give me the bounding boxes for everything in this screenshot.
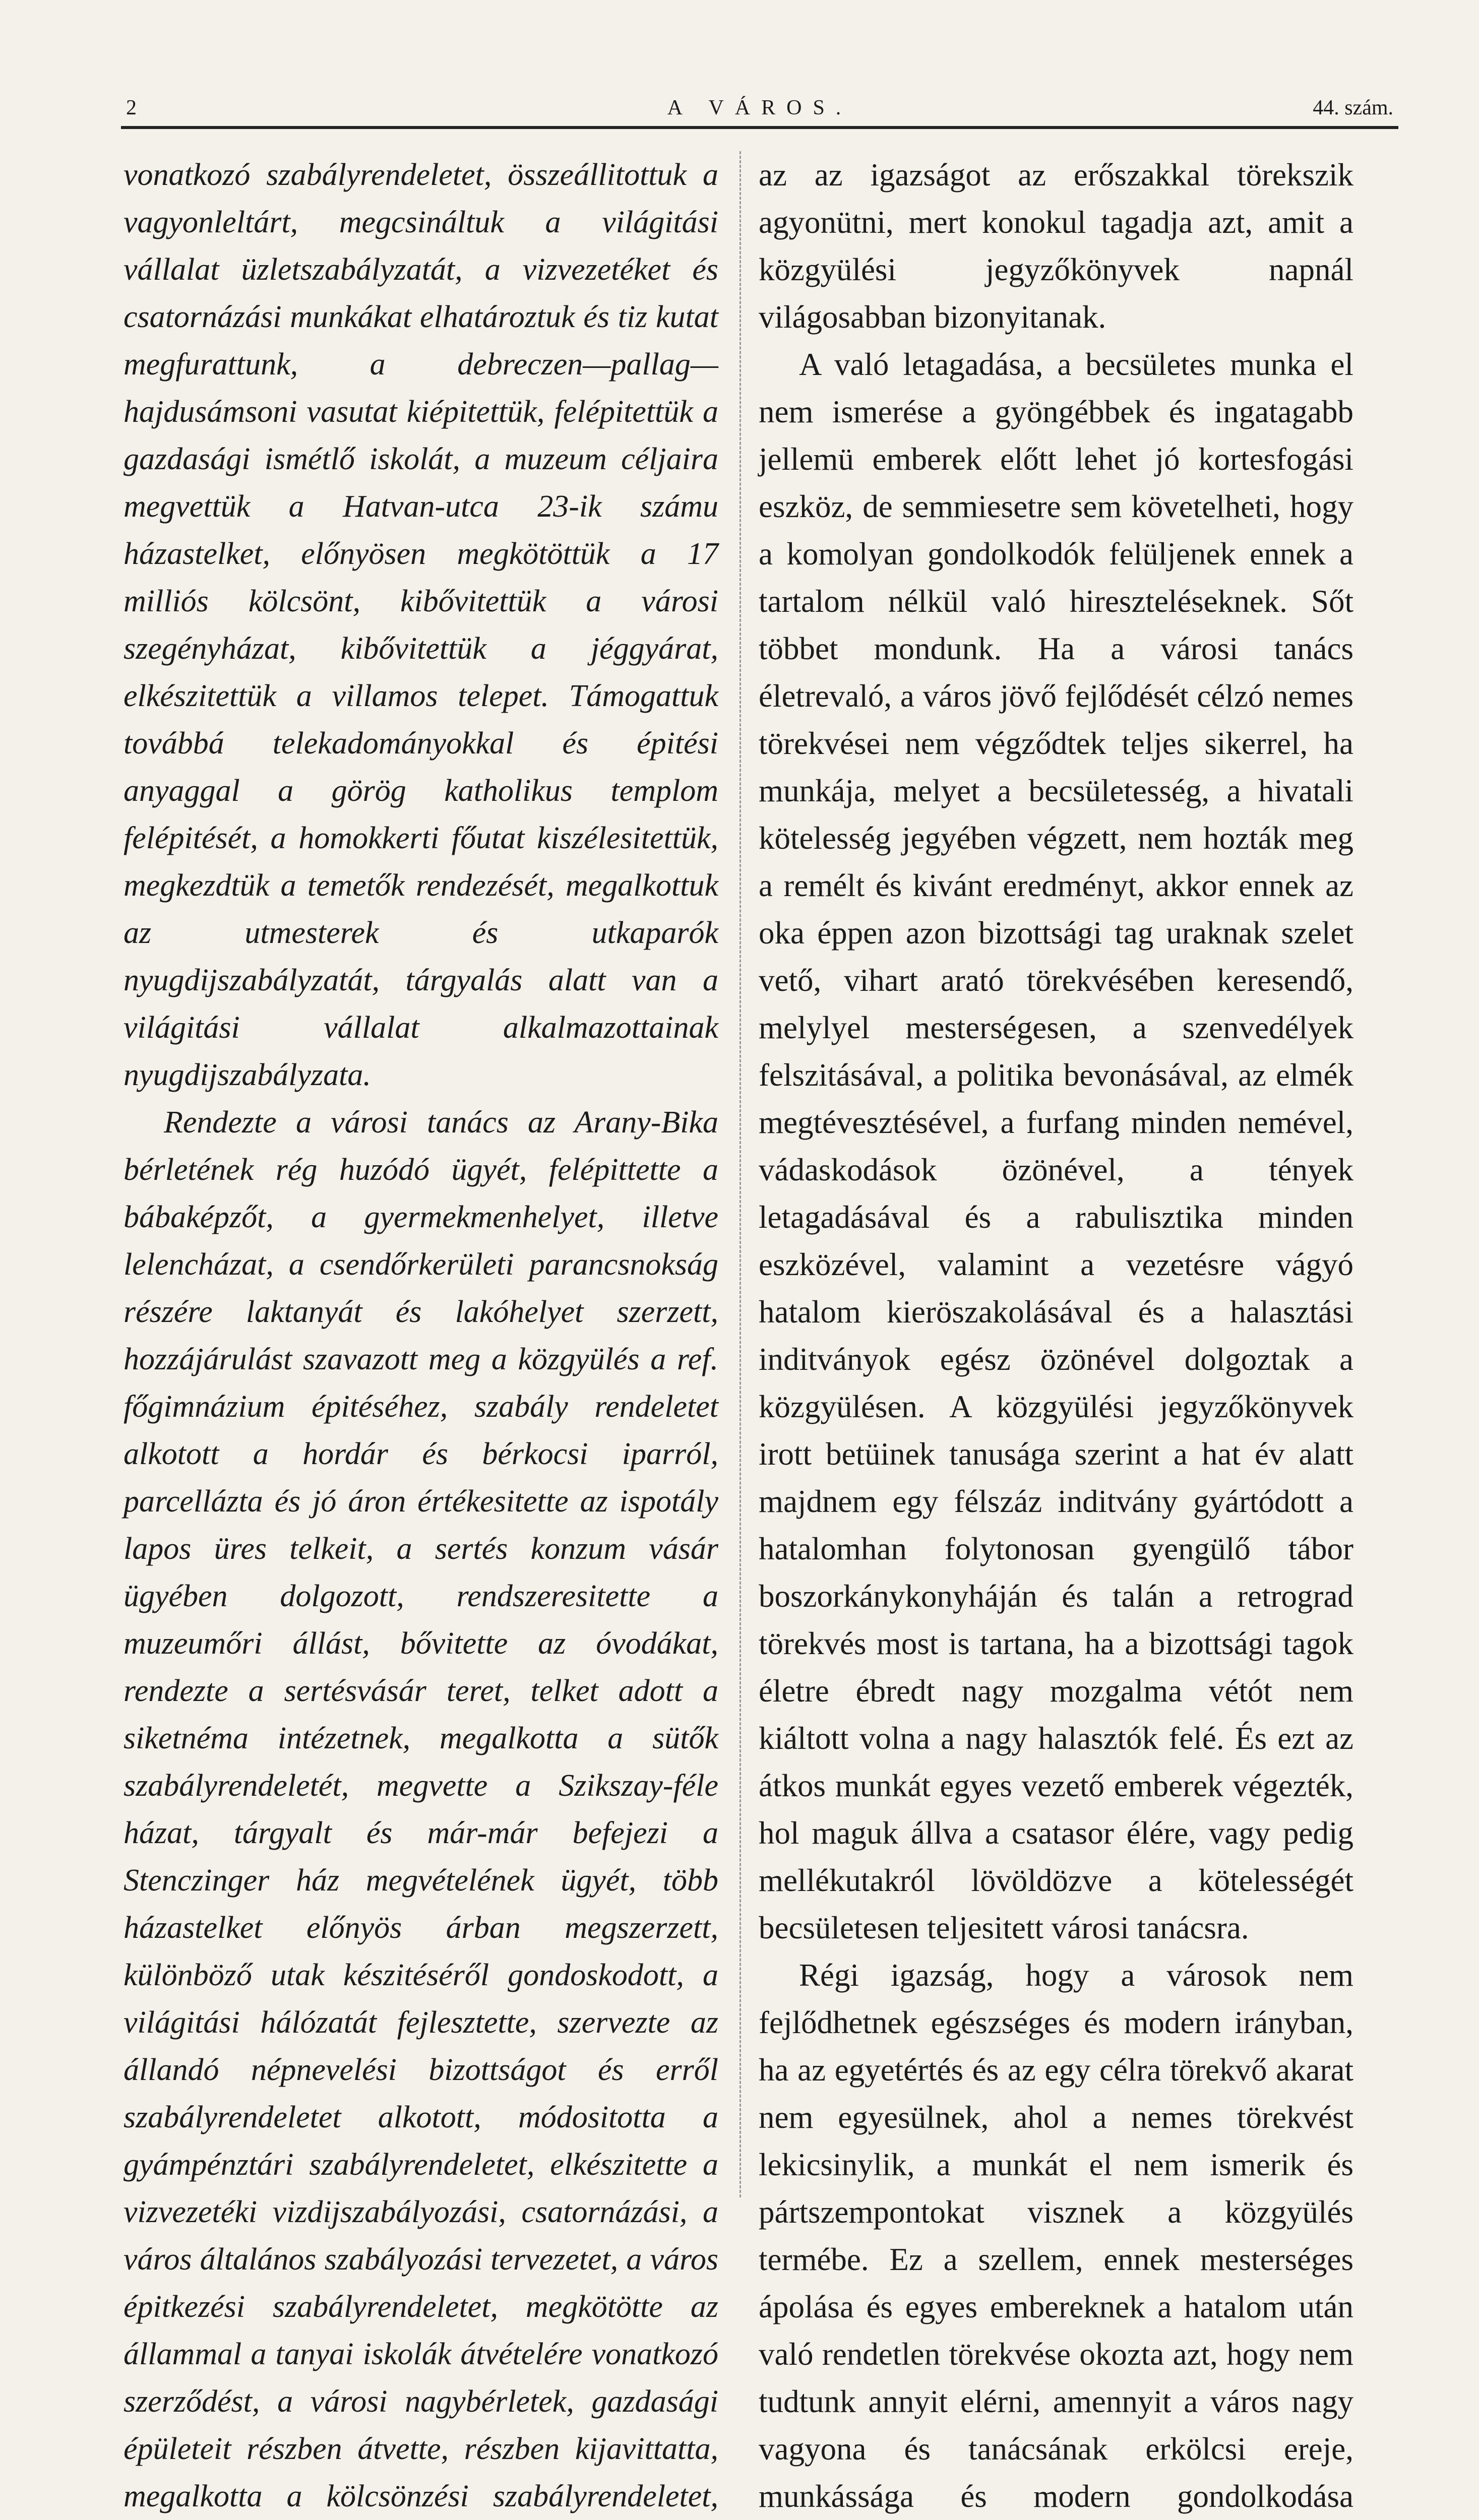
header-rule bbox=[121, 126, 1398, 129]
right-column bbox=[759, 151, 1353, 2520]
newspaper-title: A VÁROS. bbox=[667, 96, 852, 119]
left-paragraph: Rendezte a városi tanács az Arany-Bika bérletének rég huzódó ügyét, felépittette a bábaképzőt, a gyermekmenhelyet, illetve lelencházat, a csendőrkerületi parancsnokság részére laktanyát és lakóhelyet szerzett, hozzájárulást szavazott meg a közgyülés a ref. főgimnázium épitéséhez, szabály rendeletet alkotott a hordár és bérkocsi iparról, parcellázta és jó áron értékesitette az ispotály lapos üres telkeit, a sertés konzum vásár ügyében dolgozott, rendszeresitette a muzeumőri állást, bővitette az óvodákat, rendezte a sertésvásár teret, telket adott a siketnéma intézetnek, megalkotta a sütők szabályrendeletét, megvette a Szikszay-féle házat, tárgyalt és már-már befejezi a Stenczinger ház megvételének ügyét, több házastelket előnyös árban megszerzett, különböző utak készitéséről gondoskodott, a világitási hálózatát fejlesztette, szervezte az állandó népnevelési bizottságot és erről szabályrendeletet alkotott, módositotta a gyámpénztári szabályrendeletet, elkészitette a vizvezetéki vizdijszabályozási, csatornázási, a város általános szabályozási tervezetet, a város épitkezési szabályrendeletet, megkötötte az állammal a tanyai iskolák átvételére vonatkozó szerződést, a városi nagybérletek, gazdasági épületeit részben átvette, részben kijavittatta, megalkotta a kölcsönzési szabályrendeletet, bbox=[124, 1105, 718, 2513]
left-column bbox=[124, 151, 718, 2520]
right-paragraph: A való letagadása, a becsületes munka el nem ismerése a gyöngébbek és ingatagabb jellemü emberek előtt lehet jó kortesfogási eszköz, de semmiesetre sem követelheti, hogy a komolyan gondolkodók felüljenek ennek a tartalom nélkül való hireszteléseknek. Sőt többet mondunk. Ha a városi tanács életrevaló, a város jövő fejlődését célzó nemes törekvései nem végződtek teljes sikerrel, ha munkája, melyet a becsületesség, a hivatali kötelesség jegyében végzett, nem hozták meg a remélt és kivánt eredményt, akkor ennek az oka éppen azon bizottsági tag uraknak szelet vető, vihart arató törekvésében keresendő, melylyel mesterségesen, a szenvedélyek felszitásával, a politika bevonásával, az elmék megtévesztésével, a furfang minden nemével, vádaskodások özönével, a tények letagadásával és a rabulisztika minden eszközével, valamint a vezetésre vágyó hatalom kieröszakolásával és a halasztási inditványok egész özönével dolgoztak a közgyülésen. A közgyülési jegyzőkönyvek irott betüinek tanusága szerint a hat év alatt majdnem egy félszáz inditvány gyártódott a hatalomhan folytonosan gyengülő tábor boszorkánykonyháján és talán a retrograd törekvés most is tartana, ha a bizottsági tagok életre ébredt nagy mozgalma vétót nem kiáltott volna a nagy halasztók felé. És ezt az átkos munkát egyes vezető emberek végezték, hol maguk állva a csatasor élére, vagy pedig mellékutakról lövöldözve a kötelességét becsületesen teljesitett városi tanácsra. bbox=[759, 347, 1353, 1945]
right-paragraph: Régi igazság, hogy a városok nem fejlődhetnek egészséges és modern irányban, ha az egyetértés és az egy célra törekvő akarat nem egyesülnek, ahol a nemes törekvést lekicsinylik, a munkát el nem ismerik és pártszempontokat visznek a közgyülés termébe. Ez a szellem, ennek mesterséges ápolása és egyes embereknek a hatalom után való rendetlen törekvése okozta azt, hogy nem tudtunk annyit elérni, amennyit a város nagy vagyona és tanácsának erkölcsi ereje, munkássága és modern gondolkodása bbox=[759, 1958, 1353, 2514]
issue-number: 44. szám. bbox=[1313, 96, 1393, 119]
right-paragraph: az az igazságot az erőszakkal törekszik agyonütni, mert konokul tagadja azt, amit a közgyülési jegyzőkönyvek napnál világosabban bizonyitanak. bbox=[759, 157, 1353, 335]
column-divider bbox=[740, 151, 741, 2197]
left-paragraph: vonatkozó szabályrendeletet, összeállitottuk a vagyonleltárt, megcsináltuk a világitási vállalat üzletszabályzatát, a vizvezetéket és csatornázási munkákat elhatároztuk és tiz kutat megfurattunk, a debreczen—pallag—hajdusámsoni vasutat kiépitettük, felépitettük a gazdasági ismétlő iskolát, a muzeum céljaira megvettük a Hatvan-utca 23-ik számu házastelket, előnyösen megkötöttük a 17 milliós kölcsönt, kibővitettük a városi szegényházat, kibővitettük a jéggyárat, elkészitettük a villamos telepet. Támogattuk továbbá telekadományokkal és épitési anyaggal a görög katholikus templom felépitését, a homokkerti főutat kiszélesitettük, megkezdtük a temetők rendezését, megalkottuk az utmesterek és utkaparók nyugdijszabályzatát, tárgyalás alatt van a világitási vállalat alkalmazottainak nyugdijszabályzata. bbox=[124, 158, 718, 1092]
page-number: 2 bbox=[126, 96, 137, 119]
